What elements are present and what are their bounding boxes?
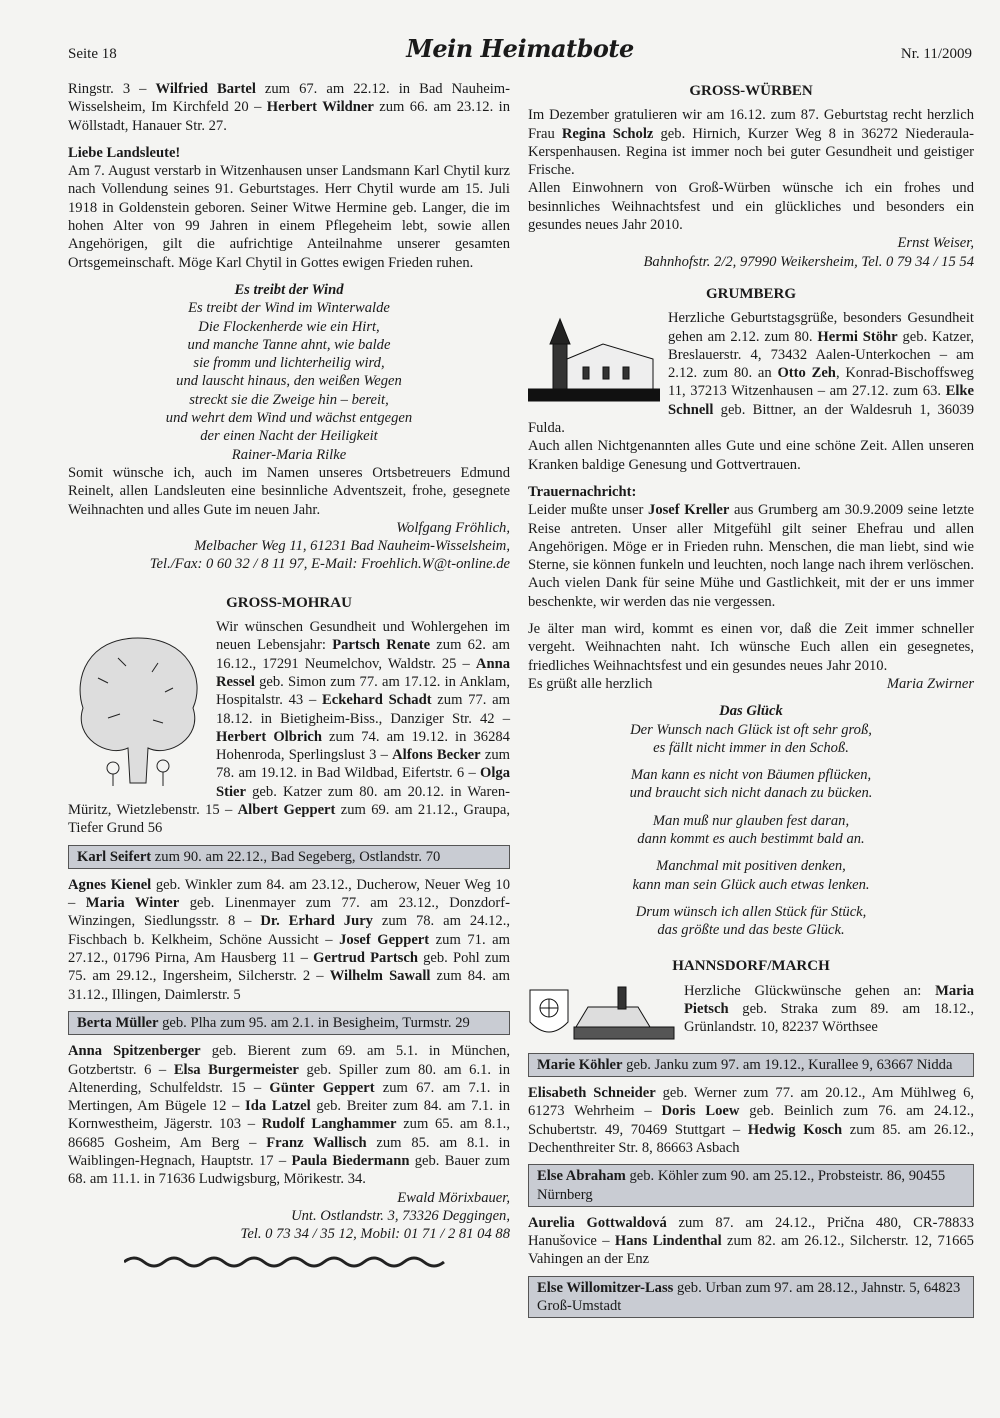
text-line: Tel./Fax: 0 60 32 / 8 11 97, E-Mail: Froehlich.W@t-online.de (149, 556, 510, 573)
text-line: Rainer-Maria Rilke (231, 446, 347, 463)
text-line: dann kommt es auch bestimmt bald an. (637, 830, 865, 847)
person-name: Wilhelm Sawall (329, 968, 431, 985)
highlight-box (528, 1164, 974, 1207)
text-segment: Herzliche Glückwünsche gehen an: (684, 982, 936, 999)
text-line: der einen Nacht der Heiligkeit (200, 428, 378, 445)
person-name: Partsch Renate (332, 637, 431, 654)
person-name: Josef Kreller (648, 502, 730, 519)
section-title-grumberg: GRUMBERG (706, 285, 796, 302)
wishes-paragraph (528, 179, 974, 234)
text-segment: geb. Plha zum 95. am 2.1. in Besigheim, Turmstr. 29 (158, 1014, 470, 1031)
text-segment: geb. Straka zum 89. am 18.12., Grünlandstr. 10, 82237 Wörthsee (684, 1001, 974, 1036)
text-segment: zum 62. am 16.12., 17291 Neumelchov, Waldstr. 25 – (216, 637, 510, 672)
text-segment: geb. Werner zum 77. am 20.12., Am Mühlweg 6, 61273 Wehrheim – (528, 1085, 975, 1120)
text-segment: geb. Linenmayer zum 77. am 23.12., Donzdorf-Winzingen, Siedlungsstr. 8 – (68, 895, 510, 930)
person-name: Hermi Stöhr (817, 328, 898, 345)
birthday-paragraph (68, 1042, 510, 1188)
text-segment: zum 87. am 24.12., Prična 480, CR-78833 Hanušovice – (528, 1214, 974, 1250)
coat-of-arms-and-village-illustration (528, 982, 676, 1044)
tree-illustration (68, 618, 208, 788)
text-line: Unt. Ostlandstr. 3, 73326 Deggingen, (291, 1207, 510, 1224)
text-segment: Je älter man wird, kommt es einen vor, daß die Zeit immer schneller vergeht. Weihnachten naht. Ich wünsche Euch allen ein gesegnetes, friedliches Weihnachtsfest und ein gesundes neues Jahr 2010. (528, 621, 974, 674)
poem-title: Es treibt der Wind (234, 281, 344, 298)
text-segment: geb. Hirnich, Kurzer Weg 8 in 36272 Niederaula-Kerspenhausen. Regina ist immer noch bei guter Gesundheit und geistiger Frische. (528, 125, 975, 179)
text-segment: geb. Bauer zum 68. am 11.1. in 71636 Ludwigsburg, Mörikestr. 34. (68, 1153, 510, 1188)
text-segment: Somit wünsche ich, auch im Namen unseres Ortsbetreuers Edmund Reinelt, allen Landsleuten eine besinnliche Adventszeit, frohe, gesegnete Weihnachten und alles Gute im neuen Jahr. (68, 464, 510, 518)
person-name: Alfons Becker (392, 747, 481, 764)
text-segment: geb. Janku zum 97. am 19.12., Kurallee 9, 63667 Nidda (622, 1056, 953, 1073)
church-illustration (528, 309, 660, 404)
wishes-paragraph (68, 464, 510, 519)
ornament-divider (68, 1254, 510, 1275)
text-segment: Im Dezember gratulieren wir am 16.12. zum 87. Geburtstag recht herzlich Frau (528, 107, 974, 142)
birthday-paragraph (528, 1084, 974, 1157)
text-segment: zum 78. am 24.12., Fischbach b. Kelkheim, Schöne Aussicht – (68, 913, 510, 948)
text-line: es fällt nicht immer in den Schoß. (653, 739, 849, 756)
text-segment: zum 71. am 27.12., 01796 Pirna, Am Hausberg 11 – (68, 931, 510, 967)
person-name: Doris Loew (661, 1103, 740, 1120)
person-name: Rudolf Langhammer (261, 1116, 397, 1133)
person-name: Olga Stier (216, 765, 510, 800)
text-segment: zum 82. am 26.12., Silcherstr. 12, 71665 Vahingen an der Enz (528, 1233, 974, 1268)
left-column (68, 80, 510, 1275)
person-name: Dr. Erhard Jury (260, 913, 373, 930)
obituary-paragraph (68, 162, 510, 272)
text-segment: zum 65. am 8.1., 86685 Gosheim, Am Berg – (68, 1116, 510, 1151)
birthday-paragraph (528, 106, 974, 179)
person-name: Karl Seifert (77, 848, 152, 865)
person-name: Josef Geppert (339, 931, 430, 948)
text-segment: zum 66. am 23.12. in Wöllstadt, Hanauer Str. 27. (68, 99, 510, 134)
text-segment: geb. Winkler zum 84. am 23.12., Ducherow, Neuer Weg 10 – (68, 876, 510, 912)
highlight-box (528, 1053, 974, 1077)
person-name: Hedwig Kosch (747, 1121, 843, 1138)
text-segment: zum 84. am 31.12., Illingen, Daimlerstr. 5 (68, 968, 510, 1003)
text-line: und manche Tanne ahnt, wie balde (187, 336, 391, 353)
person-name: Wilfried Bartel (155, 81, 256, 97)
birthday-paragraph (528, 1214, 974, 1269)
text-segment: Am 7. August verstarb in Witzenhausen unser Landsmann Karl Chytil kurz nach Vollendung seines 91. Geburtstages. Herr Chytil wurde am 15. Juli 1918 in Goldenstein geboren. Seiner Witwe Hermine geb. Langer, die im hohen Alter von 99 Jahren in einem Pflegeheim lebt, sowie allen Angehörigen, gilt die aufrichtige Anteilnahme unserer gesamten Ortsgemeinschaft. Möge Karl Chytil in Gottes ewigen Frieden ruhen. (68, 163, 510, 271)
mourning-paragraph (528, 501, 974, 611)
right-column (528, 80, 974, 1325)
text-segment: Herzliche Geburtstagsgrüße, besonders Gesundheit gehen am 2.12. zum 80. (668, 310, 974, 345)
person-name: Regina Scholz (561, 125, 654, 142)
person-name: Günter Geppert (269, 1079, 375, 1096)
text-segment: Leider mußte unser (528, 502, 649, 519)
newspaper-logo: Mein Heimatbote (406, 34, 634, 63)
text-line: sie fromm und lichterheilig wird, (193, 355, 385, 372)
person-name: Marie Köhler (537, 1056, 623, 1073)
text-line: und braucht sich nicht danach zu bücken. (629, 785, 873, 802)
person-name: Berta Müller (77, 1014, 159, 1031)
text-segment: zum 78. am 19.12. in Bad Wildbad, Eifertstr. 6 – (216, 747, 510, 782)
text-segment: zum 74. am 19.12. in 36284 Hohenroda, Sperlingslust 3 – (216, 728, 510, 764)
text-line: und wehrt dem Wind und wächst entgegen (165, 410, 413, 427)
person-name: Agnes Kienel (68, 876, 152, 893)
highlight-box (68, 845, 510, 869)
text-line: kann man sein Glück auch etwas lenken. (632, 876, 870, 893)
person-name: Ida Latzel (245, 1098, 311, 1115)
text-segment: Allen Einwohnern von Groß-Würben wünsche ich ein frohes und besinnliches Weihnachtsfest und ein glückliches und besonders ein gesundes neues Jahr 2010. (528, 180, 974, 234)
page-number: Seite 18 (68, 46, 117, 62)
birthday-paragraph (68, 80, 510, 135)
person-name: Aurelia Gottwaldová (528, 1214, 667, 1231)
highlight-box (528, 1276, 974, 1319)
text-line (528, 757, 974, 766)
signature-froehlich (68, 519, 510, 574)
person-name: Hans Lindenthal (614, 1233, 722, 1250)
person-name: Anna Spitzenberger (68, 1043, 201, 1060)
text-segment: zum 69. am 21.12., Graupa, Tiefer Grund 56 (68, 801, 510, 837)
text-line (528, 894, 974, 903)
person-name: Maria Winter (85, 895, 180, 912)
person-name: Anna Ressel (216, 655, 510, 690)
text-segment: zum 77. am 18.12. in Bietigheim-Biss., Danziger Str. 42 – (216, 692, 510, 727)
signature-moerixbauer (68, 1189, 510, 1244)
text-segment: geb. Bierent zum 69. am 5.1. in München, Gotzbertstr. 6 – (68, 1043, 510, 1078)
highlight-box (68, 1011, 510, 1035)
text-segment: zum 67. am 7.1. in Mertingen, Am Bügele 12 – (68, 1079, 510, 1115)
text-segment: geb. Katzer zum 80. am 20.12. in Waren-Müritz, Wietzlebenstr. 15 – (68, 783, 510, 818)
text-segment: Wir wünschen Gesundheit und Wohlergehen im neuen Lebensjahr: (216, 619, 510, 654)
person-name: Otto Zeh (777, 365, 836, 382)
text-line: Bahnhofstr. 2/2, 97990 Weikersheim, Tel. 0 79 34 / 15 54 (643, 253, 974, 270)
text-segment: geb. Urban zum 97. am 28.12., Jahnstr. 5, 64823 Groß-Umstadt (537, 1279, 961, 1315)
text-segment: aus Grumberg am 30.9.2009 seine letzte Reise antreten. Unser aller Mitgefühl gilt seiner Ehefrau und allen Angehörigen. Möge er in Frieden ruhn. Menschen, die man liebt, sind wie Sterne, sie können funkeln und leuchten, noch lange nach ihrem verlöschen. Auch vielen Dank für seine Mühe und Gastlichkeit, mit der er uns immer beschenkte, wir werden das nie vergessen. (528, 502, 974, 610)
text-line: Die Flockenherde wie ein Hirt, (198, 318, 380, 335)
text-line: Manchmal mit positiven denken, (656, 858, 846, 875)
person-name: Else Abraham (537, 1168, 626, 1185)
text-line: und lauscht hinaus, den weißen Wegen (176, 373, 402, 390)
text-segment: , Konrad-Bischoffsweg 11, 37213 Witzenhausen – am 27.12. zum 63. (668, 365, 974, 400)
poem-title: Das Glück (719, 703, 783, 720)
poem-glueck (528, 702, 974, 939)
text-segment: zum 90. am 22.12., Bad Segeberg, Ostlandstr. 70 (151, 848, 441, 865)
text-line (528, 848, 974, 857)
greeting-line: Es grüßt alle herzlich (528, 675, 653, 692)
text-segment: zum 85. am 26.12., Dechenthreiter Str. 8, 86663 Asbach (528, 1121, 974, 1156)
person-name: Herbert Wildner (266, 99, 374, 116)
text-line: Ernst Weiser, (897, 235, 974, 252)
text-line (528, 803, 974, 812)
person-name: Eckehard Schadt (322, 692, 432, 709)
text-line: Tel. 0 73 34 / 35 12, Mobil: 01 71 / 2 81 04 88 (240, 1226, 510, 1243)
section-title-gross-mohrau: GROSS-MOHRAU (226, 594, 352, 611)
text-segment: Auch allen Nichtgenannten alles Gute und eine schöne Zeit. Allen unseren Kranken baldige Genesung und Gottvertrauen. (528, 438, 974, 473)
signature-weiser (528, 234, 974, 271)
person-name: Albert Geppert (237, 801, 336, 818)
wishes-paragraph (528, 437, 974, 474)
wishes-paragraph (528, 620, 974, 675)
person-name: Elke Schnell (668, 383, 974, 418)
text-segment: geb. Köhler zum 90. am 25.12., Probsteistr. 86, 90455 Nürnberg (537, 1168, 946, 1203)
issue-number: Nr. 11/2009 (900, 46, 972, 62)
text-line: Es treibt der Wind im Winterwalde (188, 300, 390, 317)
text-line: Man muß nur glauben fest daran, (652, 812, 850, 829)
text-segment: geb. Simon zum 77. am 17.12. in Anklam, Hospitalstr. 43 – (216, 673, 510, 709)
text-line: Drum wünsch ich allen Stück für Stück, (635, 903, 867, 920)
text-line: das größte und das beste Glück. (657, 922, 845, 939)
text-segment: geb. Bittner, an der Waldesruh 1, 36039 Fulda. (528, 401, 974, 437)
text-segment: geb. Spiller zum 80. am 6.1. in Altenerding, Schulfeldstr. 15 – (68, 1061, 510, 1096)
birthday-paragraph (68, 876, 510, 1004)
person-name: Else Willomitzer-Lass (537, 1279, 674, 1296)
page-header (68, 34, 972, 70)
person-name: Herbert Olbrich (216, 728, 322, 745)
text-line: Der Wunsch nach Glück ist oft sehr groß, (630, 721, 872, 738)
person-name: Franz Wallisch (266, 1134, 367, 1151)
person-name: Maria Pietsch (684, 982, 974, 1018)
section-title-gross-wuerben: GROSS-WÜRBEN (689, 83, 813, 99)
section-title-hannsdorf-march: HANNSDORF/MARCH (672, 958, 830, 975)
mourning-heading: Trauernachricht: (528, 483, 637, 500)
text-segment: geb. Beinlich zum 76. am 24.12., Schubertstr. 49, 70469 Stuttgart – (528, 1103, 975, 1138)
text-segment: geb. Pohl zum 75. am 29.12., Ingersheim, Silcherstr. 2 – (68, 950, 510, 985)
poem-wind (68, 281, 510, 464)
text-segment: zum 67. am 22.12. in Bad Nauheim-Wisselsheim, Im Kirchfeld 20 – (68, 81, 510, 116)
text-line: Melbacher Weg 11, 61231 Bad Nauheim-Wisselsheim, (194, 538, 510, 555)
text-segment: zum 85. am 8.1. in Waiblingen-Hegnach, Hauptstr. 17 – (68, 1134, 510, 1170)
text-segment: geb. Katzer, Breslauerstr. 4, 73432 Aalen-Unterkochen – am 2.12. zum 80. an (668, 328, 974, 382)
text-line: Man kann es nicht von Bäumen pflücken, (630, 767, 872, 784)
greeting-heading: Liebe Landsleute! (68, 144, 181, 161)
person-name: Elsa Burgermeister (173, 1061, 299, 1078)
person-name: Elisabeth Schneider (528, 1085, 656, 1102)
signature-zwirner: Maria Zwirner (886, 675, 974, 692)
text-line: streckt sie die Zweige hin – bereit, (189, 391, 389, 408)
text-segment: geb. Breiter zum 84. am 7.1. in Kornwestheim, Jägerstr. 103 – (68, 1098, 510, 1133)
text-line: Ewald Mörixbauer, (397, 1189, 510, 1206)
person-name: Paula Biedermann (291, 1153, 410, 1170)
text-segment: Ringstr. 3 – (68, 81, 156, 97)
person-name: Gertrud Partsch (313, 950, 418, 967)
text-line: Wolfgang Fröhlich, (396, 519, 510, 536)
